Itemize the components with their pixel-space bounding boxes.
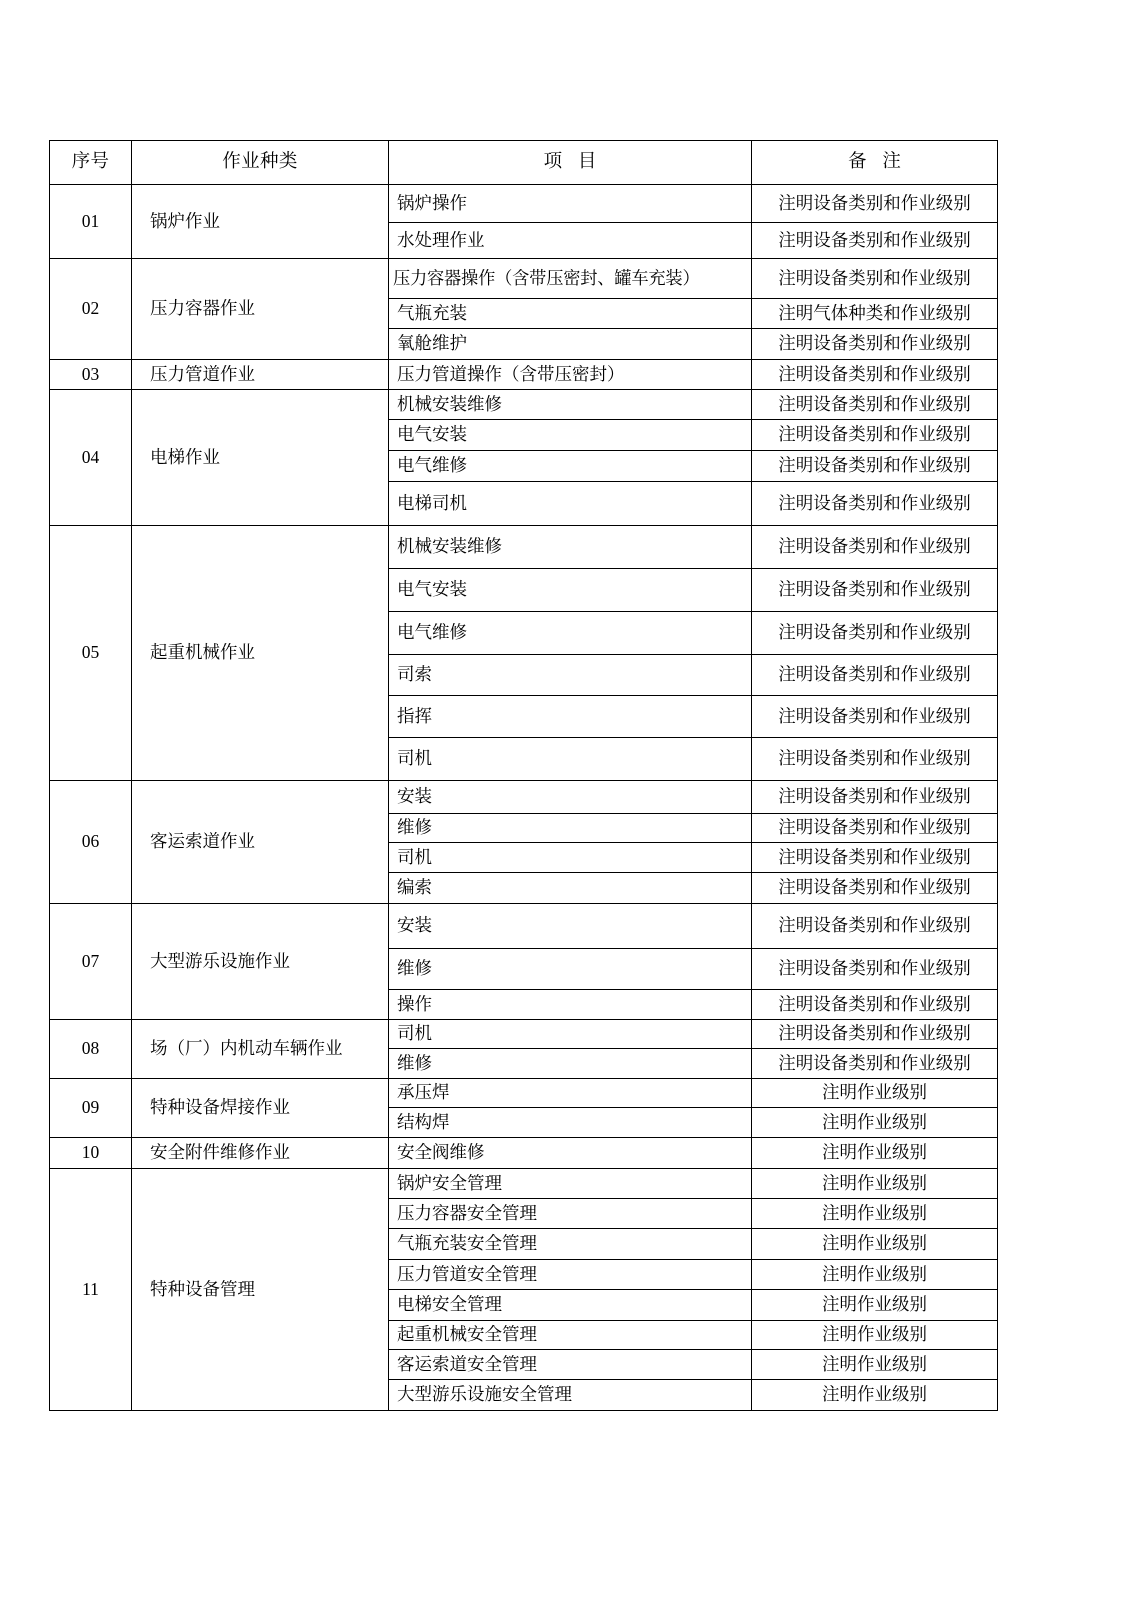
work-item-label: 电气安装 [397, 424, 467, 445]
remark-cell [752, 185, 998, 223]
remark-label: 注明作业级别 [822, 1324, 927, 1345]
work-item-label: 指挥 [397, 705, 432, 726]
row-number-cell [50, 185, 132, 259]
work-item-cell [389, 360, 752, 390]
remark-cell [752, 612, 998, 655]
remark-label: 注明设备类别和作业级别 [778, 877, 971, 898]
work-item-label: 锅炉安全管理 [397, 1172, 502, 1193]
work-category-cell [132, 526, 389, 781]
table-row [50, 1020, 998, 1049]
work-item-label: 机械安装维修 [397, 536, 502, 557]
work-item-cell [389, 873, 752, 904]
row-number-cell [50, 360, 132, 390]
remark-cell [752, 1350, 998, 1380]
remark-cell [752, 873, 998, 904]
work-item-cell [389, 843, 752, 873]
remark-label: 注明设备类别和作业级别 [778, 455, 971, 476]
remark-cell [752, 329, 998, 360]
work-category-label: 压力管道作业 [150, 363, 255, 384]
remark-label: 注明作业级别 [822, 1142, 927, 1163]
work-category-label: 场（厂）内机动车辆作业 [150, 1038, 343, 1059]
row-number-label: 07 [81, 950, 100, 971]
column-header-item [389, 141, 752, 185]
work-category-cell [132, 185, 389, 259]
remark-label: 注明作业级别 [822, 1172, 927, 1193]
remark-cell [752, 696, 998, 738]
column-header-no-label: 序号 [71, 152, 110, 172]
remark-cell [752, 1020, 998, 1049]
work-item-label: 安全阀维修 [397, 1142, 485, 1163]
work-item-label: 电梯司机 [397, 492, 467, 513]
work-item-cell [389, 569, 752, 612]
remark-cell [752, 259, 998, 299]
work-item-cell [389, 612, 752, 655]
work-item-label: 操作 [397, 993, 432, 1014]
work-item-label: 安装 [397, 786, 432, 807]
work-item-label: 电梯安全管理 [397, 1294, 502, 1315]
remark-cell [752, 569, 998, 612]
row-number-cell [50, 904, 132, 1020]
work-item-label: 结构焊 [397, 1111, 450, 1132]
row-number-label: 01 [81, 210, 100, 231]
work-category-label: 起重机械作业 [150, 642, 255, 663]
table-row [50, 360, 998, 390]
remark-label: 注明气体种类和作业级别 [778, 302, 971, 323]
work-category-label: 锅炉作业 [150, 210, 220, 231]
table-row [50, 904, 998, 949]
work-item-cell [389, 949, 752, 990]
remark-cell [752, 482, 998, 526]
remark-label: 注明设备类别和作业级别 [778, 993, 971, 1014]
remark-cell [752, 843, 998, 873]
column-header-kind-label: 作业种类 [222, 152, 298, 172]
column-header-no [50, 141, 132, 185]
remark-cell [752, 420, 998, 451]
remark-cell [752, 360, 998, 390]
row-number-label: 11 [82, 1278, 99, 1299]
remark-cell [752, 390, 998, 420]
table-body [50, 185, 998, 1411]
work-item-label: 锅炉操作 [397, 192, 467, 213]
work-item-cell [389, 526, 752, 569]
remark-cell [752, 1229, 998, 1260]
work-category-cell [132, 360, 389, 390]
remark-cell [752, 1169, 998, 1199]
table-row [50, 781, 998, 814]
remark-label: 注明设备类别和作业级别 [778, 424, 971, 445]
work-item-label: 压力容器安全管理 [397, 1202, 537, 1223]
remark-label: 注明设备类别和作业级别 [778, 229, 971, 250]
table-header [50, 141, 998, 185]
work-item-cell [389, 990, 752, 1020]
work-item-label: 维修 [397, 817, 432, 838]
work-item-label: 水处理作业 [397, 229, 485, 250]
work-item-cell [389, 1079, 752, 1108]
remark-label: 注明作业级别 [822, 1353, 927, 1374]
work-item-label: 司机 [397, 846, 432, 867]
work-item-cell [389, 696, 752, 738]
work-item-label: 维修 [397, 1052, 432, 1073]
remark-label: 注明设备类别和作业级别 [778, 363, 971, 384]
work-item-label: 氧舱维护 [397, 333, 467, 354]
work-category-cell [132, 1020, 389, 1079]
work-item-cell [389, 1260, 752, 1290]
work-category-cell [132, 1079, 389, 1138]
work-item-label: 气瓶充装安全管理 [397, 1233, 537, 1254]
remark-label: 注明设备类别和作业级别 [778, 705, 971, 726]
remark-label: 注明设备类别和作业级别 [778, 915, 971, 936]
work-item-label: 压力容器操作（含带压密封、罐车充装） [392, 267, 700, 288]
column-header-remark-label: 备 注 [848, 152, 907, 172]
remark-label: 注明设备类别和作业级别 [778, 1052, 971, 1073]
work-item-cell [389, 1229, 752, 1260]
row-number-cell [50, 1020, 132, 1079]
work-item-cell [389, 1290, 752, 1321]
work-item-label: 大型游乐设施安全管理 [397, 1384, 572, 1405]
work-item-cell [389, 390, 752, 420]
row-number-cell [50, 1079, 132, 1138]
remark-label: 注明设备类别和作业级别 [778, 786, 971, 807]
work-item-label: 编索 [397, 877, 432, 898]
work-item-label: 司机 [397, 1023, 432, 1044]
remark-label: 注明设备类别和作业级别 [778, 536, 971, 557]
work-item-cell [389, 1169, 752, 1199]
work-item-label: 承压焊 [397, 1082, 450, 1103]
remark-label: 注明设备类别和作业级别 [778, 579, 971, 600]
remark-cell [752, 655, 998, 696]
table-row [50, 390, 998, 420]
work-item-cell [389, 814, 752, 843]
work-item-label: 维修 [397, 958, 432, 979]
work-item-label: 司索 [397, 664, 432, 685]
row-number-cell [50, 526, 132, 781]
remark-cell [752, 1079, 998, 1108]
row-number-cell [50, 259, 132, 360]
work-category-label: 特种设备管理 [150, 1278, 255, 1299]
remark-label: 注明设备类别和作业级别 [778, 492, 971, 513]
work-item-cell [389, 1108, 752, 1138]
remark-cell [752, 1049, 998, 1079]
work-item-cell [389, 904, 752, 949]
work-item-cell [389, 1350, 752, 1380]
remark-cell [752, 1290, 998, 1321]
work-category-label: 电梯作业 [150, 446, 220, 467]
column-header-remark [752, 141, 998, 185]
remark-label: 注明作业级别 [822, 1233, 927, 1254]
work-category-cell [132, 1138, 389, 1169]
remark-label: 注明设备类别和作业级别 [778, 846, 971, 867]
remark-cell [752, 781, 998, 814]
work-item-cell [389, 259, 752, 299]
row-number-label: 06 [81, 831, 100, 852]
work-item-label: 机械安装维修 [397, 393, 502, 414]
remark-cell [752, 1380, 998, 1411]
remark-cell [752, 299, 998, 329]
row-number-cell [50, 1169, 132, 1411]
table-row [50, 1079, 998, 1108]
work-item-cell [389, 781, 752, 814]
work-item-label: 压力管道操作（含带压密封） [397, 363, 625, 384]
work-category-label: 压力容器作业 [150, 298, 255, 319]
remark-label: 注明设备类别和作业级别 [778, 333, 971, 354]
row-number-label: 02 [81, 298, 100, 319]
work-item-cell [389, 1138, 752, 1169]
remark-label: 注明作业级别 [822, 1384, 927, 1405]
spec-table-wrapper [49, 140, 997, 1411]
work-item-cell [389, 482, 752, 526]
remark-cell [752, 223, 998, 259]
remark-label: 注明设备类别和作业级别 [778, 393, 971, 414]
table-row [50, 185, 998, 223]
remark-cell [752, 1260, 998, 1290]
work-item-cell [389, 1199, 752, 1229]
remark-label: 注明作业级别 [822, 1111, 927, 1132]
remark-cell [752, 451, 998, 482]
work-item-label: 压力管道安全管理 [397, 1263, 537, 1284]
remark-label: 注明设备类别和作业级别 [778, 192, 971, 213]
remark-label: 注明设备类别和作业级别 [778, 748, 971, 769]
work-item-cell [389, 223, 752, 259]
work-category-cell [132, 390, 389, 526]
work-category-label: 客运索道作业 [150, 831, 255, 852]
work-category-label: 安全附件维修作业 [150, 1142, 290, 1163]
table-row [50, 1138, 998, 1169]
work-item-cell [389, 1049, 752, 1079]
remark-label: 注明设备类别和作业级别 [778, 267, 971, 288]
table-header-row [50, 141, 998, 185]
remark-cell [752, 990, 998, 1020]
remark-cell [752, 904, 998, 949]
remark-label: 注明作业级别 [822, 1202, 927, 1223]
remark-cell [752, 1138, 998, 1169]
work-category-label: 大型游乐设施作业 [150, 950, 290, 971]
work-item-label: 气瓶充装 [397, 302, 467, 323]
remark-cell [752, 738, 998, 781]
work-category-cell [132, 259, 389, 360]
row-number-label: 03 [81, 363, 100, 384]
remark-label: 注明作业级别 [822, 1294, 927, 1315]
work-item-cell [389, 1020, 752, 1049]
remark-cell [752, 814, 998, 843]
row-number-label: 08 [81, 1038, 100, 1059]
work-item-label: 司机 [397, 748, 432, 769]
remark-cell [752, 949, 998, 990]
column-header-kind [132, 141, 389, 185]
remark-label: 注明作业级别 [822, 1263, 927, 1284]
remark-cell [752, 1108, 998, 1138]
work-item-label: 起重机械安全管理 [397, 1324, 537, 1345]
remark-label: 注明设备类别和作业级别 [778, 958, 971, 979]
work-item-cell [389, 655, 752, 696]
work-item-cell [389, 420, 752, 451]
table-row [50, 1169, 998, 1199]
remark-cell [752, 526, 998, 569]
work-item-cell [389, 1380, 752, 1411]
work-category-table [49, 140, 998, 1411]
row-number-cell [50, 781, 132, 904]
work-item-cell [389, 185, 752, 223]
work-item-cell [389, 738, 752, 781]
remark-label: 注明设备类别和作业级别 [778, 664, 971, 685]
work-item-cell [389, 329, 752, 360]
work-category-cell [132, 904, 389, 1020]
work-item-cell [389, 299, 752, 329]
row-number-cell [50, 1138, 132, 1169]
remark-label: 注明作业级别 [822, 1082, 927, 1103]
row-number-label: 09 [81, 1097, 100, 1118]
work-item-label: 安装 [397, 915, 432, 936]
column-header-item-label: 项 目 [543, 152, 602, 172]
work-item-cell [389, 1321, 752, 1350]
remark-label: 注明设备类别和作业级别 [778, 622, 971, 643]
work-category-cell [132, 1169, 389, 1411]
work-item-label: 电气维修 [397, 622, 467, 643]
remark-cell [752, 1321, 998, 1350]
remark-label: 注明设备类别和作业级别 [778, 1023, 971, 1044]
work-category-label: 特种设备焊接作业 [150, 1097, 290, 1118]
table-row [50, 259, 998, 299]
remark-label: 注明设备类别和作业级别 [778, 817, 971, 838]
row-number-label: 10 [81, 1142, 100, 1163]
work-item-label: 电气安装 [397, 579, 467, 600]
row-number-cell [50, 390, 132, 526]
work-item-label: 电气维修 [397, 455, 467, 476]
work-item-label: 客运索道安全管理 [397, 1353, 537, 1374]
remark-cell [752, 1199, 998, 1229]
work-category-cell [132, 781, 389, 904]
row-number-label: 05 [81, 642, 100, 663]
table-row [50, 526, 998, 569]
row-number-label: 04 [81, 446, 100, 467]
work-item-cell [389, 451, 752, 482]
